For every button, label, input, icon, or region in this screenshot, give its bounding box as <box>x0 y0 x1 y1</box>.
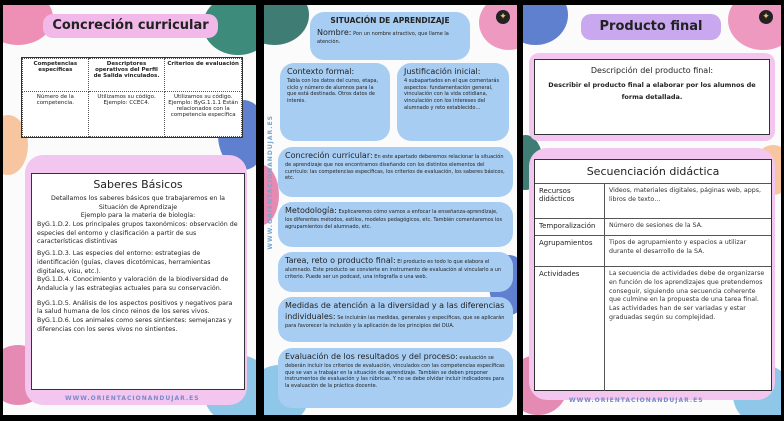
secuenciacion-box <box>534 159 772 391</box>
table-cell: Utilizamos su código. Ejemplo: CCEC4. <box>88 92 165 137</box>
concrecion-bubble <box>278 147 513 197</box>
row-key: Actividades <box>535 267 605 391</box>
table-header: Criterios de evaluación <box>165 59 242 92</box>
row-key: Recursos didácticos <box>535 184 605 218</box>
tarea-desc: El producto es todo lo que elabora el alumnado. Este producto se convierte en instrumento de evaluación al vincularlo a un criterio. Puede ser un podcast, una infografía o una web. <box>285 259 502 280</box>
saber-item: ByG.1.D.2. Los principales grupos taxonómicos: observación de especies del entorno y clasificación a partir de sus características distintivas <box>37 221 238 246</box>
table-cell: Utilizamos su código. Ejemplo: ByG.1.1.1 Están relacionados con la competencia específica <box>165 92 242 137</box>
saber-item: ByG.1.D.3. Las especies del entorno: estrategias de identificación (guías, claves dicotómicas, herramientas digitales, visu, etc.). <box>37 250 211 275</box>
table-row <box>535 267 771 391</box>
contexto-bubble <box>280 63 390 141</box>
evaluacion-title: Evaluación de los resultados y del proceso: <box>285 352 458 361</box>
decor-blob <box>523 5 568 45</box>
footer-url: WWW.ORIENTACIONANDUJAR.ES <box>65 395 200 402</box>
producto-box <box>534 59 770 135</box>
producto-desc-text: Describir el producto final a elaborar por los alumnos de forma detallada. <box>548 81 756 102</box>
decor-blob <box>264 5 309 45</box>
situacion-title: SITUACIÓN DE APRENDIZAJE <box>330 16 450 25</box>
concrecion-desc: En este apartado deberemos relacionar la situación de aprendizaje que nos encontramos diseñando con los distintos elementos del currículo: las competencias específicas, los criterios de evaluación, los saberes básicos, etc. <box>285 154 505 182</box>
producto-desc-title: Descripción del producto final: <box>590 66 714 75</box>
page-title: Concreción curricular <box>43 14 218 38</box>
panel-concrecion <box>3 5 256 415</box>
competencias-table <box>22 58 242 137</box>
side-url: WWW.ORIENTACIONANDUJAR.ES <box>267 115 274 250</box>
concrecion-title: Concreción curricular: <box>285 151 373 160</box>
row-value: Número de sesiones de la SA. <box>609 222 703 229</box>
panel-producto <box>523 5 781 415</box>
justificacion-bubble <box>397 63 509 141</box>
nombre-bubble <box>310 12 470 60</box>
saber-item: ByG.1.D.4. Conocimiento y valoración de la biodiversidad de Andalucía y las estrategias actuales para su conservación. <box>37 276 229 292</box>
table-row <box>535 184 771 219</box>
producto-title: Producto final <box>581 14 721 40</box>
decor-blob <box>728 5 781 50</box>
row-key: Agrupamientos <box>535 236 605 266</box>
evaluacion-desc: evaluación se deberán incluir los criterios de evaluación, vinculados con las competencias específicas que se van a trabajar en la situación de aprendizaje. También se deben proponer instrumentos de evaluación y las rúbricas. Y no se debe olvidar incluir indicadores para la evaluación de la práctica docente. <box>285 355 505 390</box>
row-value: La secuencia de actividades debe de organizarse en función de los aprendizajes que pretendemos conseguir, siguiendo una secuencia coherente que culmine en la propuesta de una tarea final. Las actividades han de ser variadas y estar graduadas según su complejidad. <box>609 270 765 322</box>
saberes-box <box>31 173 245 390</box>
tarea-bubble <box>278 252 513 292</box>
table-cell: Número de la competencia. <box>23 92 89 137</box>
justificacion-title: Justificación inicial: <box>404 67 481 76</box>
metodologia-bubble <box>278 202 513 247</box>
medidas-bubble <box>278 297 513 342</box>
panel-situacion <box>264 5 517 415</box>
contexto-desc: Tabla con los datos del curso, etapa, ciclo y número de alumnos para la que está destinada. Otros datos de interés. <box>287 77 379 105</box>
tarea-title: Tarea, reto o producto final: <box>285 256 396 265</box>
saber-item: ByG.1.D.5. Análisis de los aspectos positivos y negativos para la salud humana de los cinco reinos de los seres vivos. <box>37 299 233 316</box>
saberes-title: Saberes Básicos <box>93 178 183 191</box>
medidas-desc: Se incluirán las medidas, generales y específicas, que se aplicarán para favorecer la inclusión y la aplicación de los principios del DUA. <box>285 314 505 329</box>
competencias-table-box <box>21 57 243 138</box>
contexto-title: Contexto formal: <box>287 67 355 76</box>
saberes-example: Ejemplo para la materia de biología: <box>80 212 196 220</box>
footer-url: WWW.ORIENTACIONANDUJAR.ES <box>569 397 704 404</box>
table-header: Competencias específicas <box>23 59 89 92</box>
nombre-label: Nombre: <box>317 28 352 38</box>
award-icon: ✦ <box>759 10 773 24</box>
row-key: Temporalización <box>535 219 605 235</box>
evaluacion-bubble <box>278 348 513 408</box>
secuenciacion-title: Secuenciación didáctica <box>535 160 771 184</box>
medidas-title: Medidas de atención a la diversidad y a las diferencias individuales: <box>285 301 505 321</box>
metodologia-title: Metodología: <box>285 206 337 215</box>
saber-item: ByG.1.D.6. Los animales como seres sintientes: semejanzas y diferencias con los seres vivos no sintientes. <box>37 316 232 333</box>
table-row <box>535 236 771 267</box>
table-header: Descriptores operativos del Perfil de Salida vinculados. <box>88 59 165 92</box>
saberes-intro: Detallamos los saberes básicos que trabajaremos en la Situación de Aprendizaje <box>51 195 225 211</box>
nombre-desc: Pon un nombre atractivo, que llame la atención. <box>317 31 449 45</box>
row-value: Tipos de agrupamiento y espacios a utilizar durante el desarrollo de la SA. <box>609 239 747 255</box>
justificacion-desc: 4 subapartados en el que comentarás aspectos: fundamentación general, vinculación con la vida cotidiana, vinculación con los intereses del alumnado y reto establecido… <box>404 77 500 111</box>
metodologia-desc: Explicaremos cómo vamos a enfocar la enseñanza-aprendizaje, los diferentes métodos, estilos, modelos pedagógicos, etc. También comentaremos los agrupamientos del alumnado, etc. <box>285 209 503 230</box>
table-row <box>535 219 771 236</box>
award-icon: ✦ <box>496 10 510 24</box>
row-value: Videos, materiales digitales, páginas web, apps, libros de texto… <box>609 187 761 203</box>
